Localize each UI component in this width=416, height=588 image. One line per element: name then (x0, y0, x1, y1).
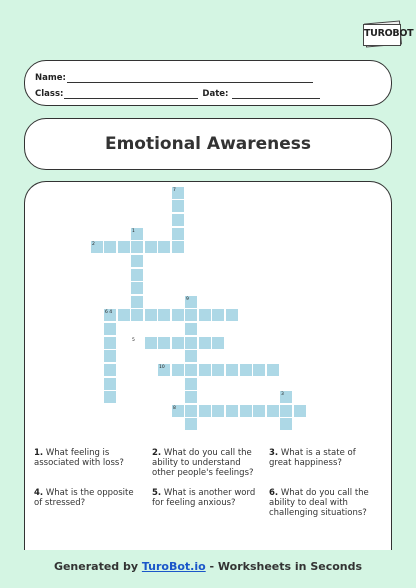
crossword-cell[interactable] (226, 364, 239, 377)
clue-number: 8 (173, 406, 176, 411)
title-panel (24, 118, 392, 170)
crossword-cell[interactable] (104, 337, 117, 350)
crossword-cell[interactable] (131, 255, 144, 268)
crossword-cell[interactable] (185, 337, 198, 350)
turobot-logo (362, 22, 414, 48)
crossword-cell[interactable] (185, 323, 198, 336)
clue-5: 5. What is another word for feeling anxious? (152, 488, 256, 508)
crossword-cell[interactable] (118, 241, 131, 254)
crossword-cell[interactable] (104, 350, 117, 363)
crossword-cell[interactable] (131, 241, 144, 254)
date-field[interactable] (232, 90, 320, 99)
crossword-cell[interactable] (131, 282, 144, 295)
crossword-cell[interactable] (212, 337, 225, 350)
class-label: Class: (35, 89, 64, 99)
class-field[interactable] (64, 90, 198, 99)
crossword-cell[interactable] (226, 309, 239, 322)
crossword-cell[interactable] (104, 364, 117, 377)
class-date-row (35, 89, 320, 99)
crossword-cell[interactable] (185, 405, 198, 418)
crossword-cell[interactable] (199, 364, 212, 377)
crossword-cell[interactable] (253, 364, 266, 377)
name-field[interactable] (67, 74, 313, 83)
crossword-cell[interactable] (172, 337, 185, 350)
crossword-cell[interactable] (199, 309, 212, 322)
crossword-cell[interactable] (226, 405, 239, 418)
clue-4: 4. What is the opposite of stressed? (34, 488, 134, 508)
crossword-cell[interactable] (158, 337, 171, 350)
crossword-cell[interactable] (172, 364, 185, 377)
crossword-cell[interactable] (185, 378, 198, 391)
crossword-cell[interactable] (280, 418, 293, 431)
crossword-cell[interactable] (172, 200, 185, 213)
footer-prefix: Generated by (53, 560, 142, 573)
clue-number: 10 (159, 365, 165, 370)
crossword-cell[interactable] (131, 296, 144, 309)
crossword-cell[interactable] (104, 241, 117, 254)
crossword-cell[interactable] (240, 364, 253, 377)
clue-3: 3. What is a state of great happiness? (269, 448, 356, 468)
turobot-link[interactable]: TuroBot.io (141, 560, 206, 573)
footer (0, 560, 416, 573)
clue-number: 6 4 (105, 310, 113, 315)
crossword-cell[interactable] (145, 337, 158, 350)
date-label: Date: (202, 89, 229, 99)
crossword-cell[interactable] (158, 309, 171, 322)
crossword-cell[interactable] (185, 364, 198, 377)
crossword-cell[interactable] (158, 241, 171, 254)
crossword-cell[interactable] (185, 350, 198, 363)
crossword-cell[interactable] (104, 378, 117, 391)
clue-number: 3 (281, 392, 284, 397)
crossword-cell[interactable] (172, 228, 185, 241)
clue-number: 2 (92, 242, 95, 247)
student-info-panel (24, 60, 392, 106)
clue-number: 1 (132, 229, 135, 234)
crossword-cell[interactable] (172, 241, 185, 254)
crossword-cell[interactable] (145, 309, 158, 322)
crossword-cell[interactable] (280, 405, 293, 418)
crossword-cell[interactable] (267, 405, 280, 418)
crossword-cell[interactable] (172, 214, 185, 227)
crossword-cell[interactable] (118, 309, 131, 322)
crossword-cell[interactable] (199, 405, 212, 418)
crossword-cell[interactable] (199, 337, 212, 350)
clue-2: 2. What do you call the ability to understand other people's feelings? (152, 448, 254, 478)
footer-suffix: - Worksheets in Seconds (205, 560, 363, 573)
crossword-cell[interactable] (104, 323, 117, 336)
crossword-cell[interactable] (267, 364, 280, 377)
crossword-cell[interactable] (294, 405, 307, 418)
crossword-cell[interactable] (212, 405, 225, 418)
crossword-cell[interactable] (172, 309, 185, 322)
crossword-cell[interactable] (185, 391, 198, 404)
clue-number: 7 (173, 188, 176, 193)
crossword-cell[interactable] (240, 405, 253, 418)
name-label: Name: (35, 73, 66, 83)
crossword-cell[interactable] (185, 418, 198, 431)
clue-number: 5 (132, 338, 135, 343)
crossword-cell[interactable] (131, 269, 144, 282)
clue-6: 6. What do you call the ability to deal with challenging situations? (269, 488, 369, 518)
clue-1: 1. What feeling is associated with loss? (34, 448, 124, 468)
crossword-cell[interactable] (185, 309, 198, 322)
worksheet-title: Emotional Awareness (104, 134, 312, 154)
crossword-cell[interactable] (253, 405, 266, 418)
crossword-cell[interactable] (104, 391, 117, 404)
crossword-cell[interactable] (145, 241, 158, 254)
crossword-cell[interactable] (131, 309, 144, 322)
crossword-cell[interactable] (212, 364, 225, 377)
logo-text: TUROBOT (364, 28, 414, 39)
crossword-cell[interactable] (212, 309, 225, 322)
clue-number: 9 (186, 297, 189, 302)
name-row (35, 73, 313, 83)
